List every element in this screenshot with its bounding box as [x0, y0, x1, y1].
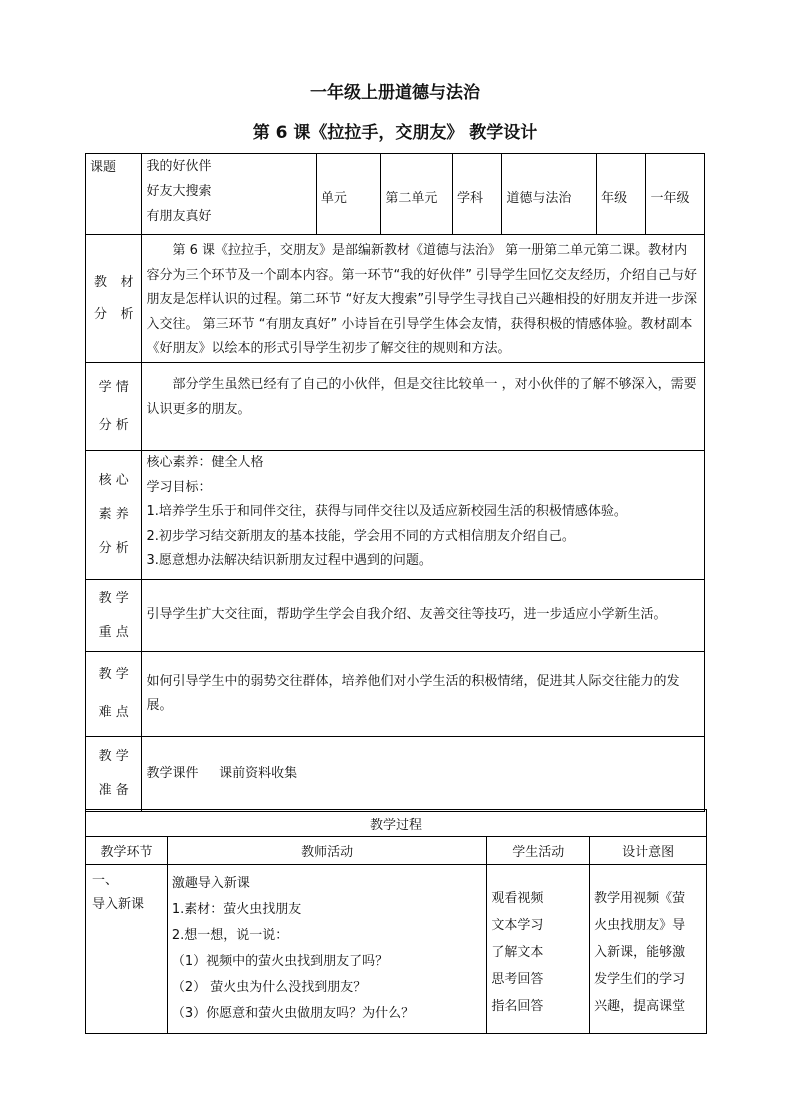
intent-line: 兴趣，提高课堂	[594, 999, 686, 1014]
label-char: 分	[94, 306, 108, 322]
label-line: 教 学	[98, 667, 129, 682]
topic-list	[142, 154, 316, 235]
teacher-activity-cell	[167, 865, 486, 1034]
label-line: 重 点	[98, 624, 129, 640]
grade-value: 一年级	[646, 154, 705, 235]
topic-item: 有朋友真好	[146, 209, 212, 224]
header-student: 学生活动	[487, 837, 590, 865]
material-analysis-text: 第 6 课《拉拉手，交朋友》是部编新教材《道德与法治》 第一册第二单元第二课。教材内容分为三个环节及一个副本内容。第一环节“我的好伙伴” 引导学生回忆交友经历，介绍自己与好朋友是怎样认识的过程。第二环节 “好友大搜索”引导学生寻找自己兴趣相投的好朋友并进一步深入交往。 第三环节 “有朋友真好” 小诗旨在引导学生体会友情，获得积极的情感体验。教材副本《好朋友》以绘本的形式引导学生初步了解交往的规则和方法。	[142, 235, 705, 363]
focus-row	[86, 580, 705, 652]
label-line: 教 学	[98, 590, 129, 606]
difficulty-label	[86, 652, 142, 737]
core-line: 核心素养：健全人格	[146, 455, 264, 470]
intent-line: 入新课，能够激	[594, 945, 686, 960]
stage-cell	[86, 865, 168, 1034]
header-stage: 教学环节	[86, 837, 168, 865]
label-line: 准 备	[98, 783, 129, 798]
header-intent: 设计意图	[590, 837, 707, 865]
student-line: 思考回答	[491, 972, 544, 987]
student-activity-cell	[487, 865, 590, 1034]
grade-label: 年级	[597, 154, 646, 235]
lesson-title: 第 6 课《拉拉手，交朋友》 教学设计	[252, 123, 538, 143]
label-char: 析	[120, 306, 134, 322]
label-line: 分 析	[98, 541, 129, 556]
difficulty-text: 如何引导学生中的弱势交往群体，培养他们对小学生活的积极情绪，促进其人际交往能力的发展。	[142, 652, 705, 737]
core-line: 学习目标：	[146, 479, 212, 495]
core-label	[86, 451, 142, 580]
label-char: 材	[120, 274, 134, 290]
teacher-line: 1.素材：萤火虫找朋友	[171, 902, 302, 917]
unit-value: 第二单元	[381, 154, 453, 235]
label-line: 难 点	[98, 705, 129, 720]
stage-number: 一、	[92, 873, 119, 888]
document-title: 一年级上册道德与法治	[310, 83, 480, 103]
prep-row	[86, 737, 705, 812]
process-title-row	[86, 810, 707, 837]
topic-item: 好友大搜索	[146, 184, 212, 199]
material-label	[86, 235, 142, 363]
intent-line: 火虫找朋友》导	[594, 918, 686, 933]
difficulty-row	[86, 652, 705, 737]
student-line: 指名回答	[491, 999, 544, 1014]
teacher-line: （1）视频中的萤火虫找到朋友了吗？	[171, 954, 389, 969]
label-line: 学 情	[98, 379, 129, 395]
process-row	[86, 865, 707, 1034]
teacher-line: （3）你愿意和萤火虫做朋友吗？为什么？	[171, 1006, 415, 1021]
header-teacher: 教师活动	[167, 837, 486, 865]
focus-label	[86, 580, 142, 652]
learner-analysis-text: 部分学生虽然已经有了自己的小伙伴，但是交往比较单一 ，对小伙伴的了解不够深入，需要认识更多的朋友。	[142, 363, 705, 451]
student-line: 观看视频	[491, 891, 544, 906]
learner-label	[86, 363, 142, 451]
material-row	[86, 235, 705, 363]
teacher-line: 2.想一想，说一说：	[171, 928, 289, 943]
label-line: 素 养	[98, 507, 129, 522]
prep-label	[86, 737, 142, 812]
label-line: 教 学	[98, 749, 129, 764]
process-title: 教学过程	[86, 810, 707, 837]
topic-row	[86, 154, 705, 235]
lesson-info-table	[85, 153, 705, 812]
teacher-line: 激趣导入新课	[171, 876, 250, 891]
prep-text: 教学课件 课前资料收集	[142, 737, 705, 812]
topic-item: 我的好伙伴	[146, 159, 212, 174]
learner-row	[86, 363, 705, 451]
student-line: 文本学习	[491, 918, 544, 933]
teacher-line: （2） 萤火虫为什么没找到朋友？	[171, 980, 367, 995]
subject-value: 道德与法治	[502, 154, 597, 235]
core-analysis-text	[142, 451, 705, 580]
unit-label: 单元	[316, 154, 381, 235]
label-line: 分 析	[98, 417, 129, 433]
focus-text: 引导学生扩大交往面，帮助学生学会自我介绍、友善交往等技巧，进一步适应小学新生活。	[142, 580, 705, 652]
intent-line: 发学生们的学习	[594, 972, 686, 987]
intent-line: 教学用视频《萤	[594, 891, 686, 906]
stage-name: 导入新课	[92, 897, 145, 912]
core-row	[86, 451, 705, 580]
process-header-row	[86, 837, 707, 865]
topic-label: 课题	[86, 154, 142, 235]
student-line: 了解文本	[491, 945, 544, 960]
core-line: 3.愿意想办法解决结识新朋友过程中遇到的问题。	[146, 553, 432, 568]
design-intent-cell	[590, 865, 707, 1034]
label-char: 教	[94, 274, 108, 290]
label-line: 核 心	[98, 473, 129, 488]
teaching-process-table	[85, 809, 707, 1034]
subject-label: 学科	[452, 154, 501, 235]
core-line: 2.初步学习结交新朋友的基本技能，学会用不同的方式相信朋友介绍自己。	[146, 528, 575, 544]
core-line: 1.培养学生乐于和同伴交往，获得与同伴交往以及适应新校园生活的积极情感体验。	[146, 504, 627, 519]
